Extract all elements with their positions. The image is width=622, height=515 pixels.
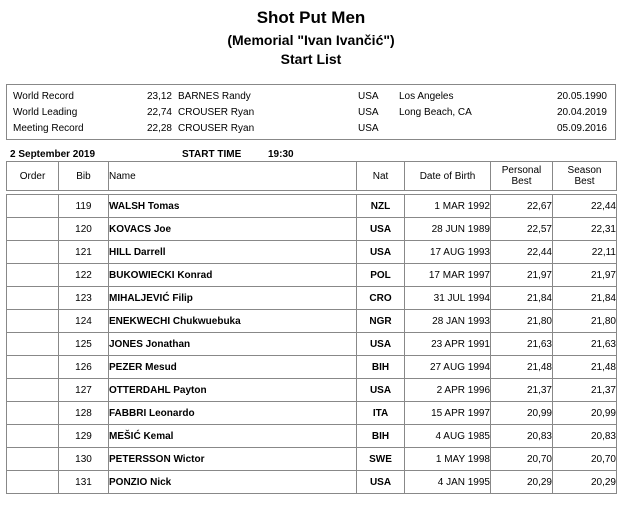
record-nat: USA (358, 107, 379, 118)
record-nat: USA (358, 123, 379, 134)
date-of-birth: 1 MAR 1992 (405, 195, 491, 218)
athlete-name: BUKOWIECKI Konrad (109, 264, 357, 287)
order-cell (7, 356, 59, 379)
personal-best: 21,63 (491, 333, 553, 356)
nationality: BIH (357, 425, 405, 448)
season-best: 21,84 (553, 287, 617, 310)
start-time-label: START TIME (182, 149, 242, 160)
bib-cell: 125 (59, 333, 109, 356)
record-label: World Record (13, 91, 74, 102)
athlete-name: HILL Darrell (109, 241, 357, 264)
table-row (7, 379, 617, 402)
season-best: 21,48 (553, 356, 617, 379)
nationality: CRO (357, 287, 405, 310)
table-row (7, 218, 617, 241)
athlete-name: MEŠIĆ Kemal (109, 425, 357, 448)
table-row (7, 471, 617, 494)
athlete-name: JONES Jonathan (109, 333, 357, 356)
season-best: 21,63 (553, 333, 617, 356)
table-row (7, 264, 617, 287)
col-bib: Bib (59, 162, 109, 191)
col-nat: Nat (357, 162, 405, 191)
record-mark: 23,12 (146, 91, 172, 102)
record-holder: CROUSER Ryan (178, 123, 255, 134)
bib-cell: 131 (59, 471, 109, 494)
list-type: Start List (280, 51, 342, 67)
date-of-birth: 4 JAN 1995 (405, 471, 491, 494)
season-best: 20,83 (553, 425, 617, 448)
record-venue: Los Angeles (399, 91, 454, 102)
personal-best: 22,57 (491, 218, 553, 241)
athlete-name: PONZIO Nick (109, 471, 357, 494)
col-order: Order (7, 162, 59, 191)
date-of-birth: 27 AUG 1994 (405, 356, 491, 379)
season-best: 20,29 (553, 471, 617, 494)
order-cell (7, 471, 59, 494)
athlete-name: KOVACS Joe (109, 218, 357, 241)
event-meta (0, 148, 622, 162)
bib-cell: 124 (59, 310, 109, 333)
date-of-birth: 15 APR 1997 (405, 402, 491, 425)
order-cell (7, 195, 59, 218)
personal-best: 21,37 (491, 379, 553, 402)
order-cell (7, 448, 59, 471)
bib-cell: 128 (59, 402, 109, 425)
personal-best: 20,29 (491, 471, 553, 494)
personal-best: 21,97 (491, 264, 553, 287)
athlete-name: WALSH Tomas (109, 195, 357, 218)
col-season-best: Season Best (553, 162, 617, 191)
date-of-birth: 17 AUG 1993 (405, 241, 491, 264)
record-row (7, 105, 615, 121)
record-label: World Leading (13, 107, 78, 118)
personal-best: 21,84 (491, 287, 553, 310)
date-of-birth: 17 MAR 1997 (405, 264, 491, 287)
order-cell (7, 264, 59, 287)
table-row (7, 241, 617, 264)
season-best: 20,99 (553, 402, 617, 425)
athlete-name: MIHALJEVIĆ Filip (109, 287, 357, 310)
athlete-name: FABBRI Leonardo (109, 402, 357, 425)
table-row (7, 287, 617, 310)
record-nat: USA (358, 91, 379, 102)
personal-best: 21,80 (491, 310, 553, 333)
page-subtitle: (Memorial "Ivan Ivančić") (227, 32, 395, 48)
nationality: USA (357, 471, 405, 494)
table-row (7, 310, 617, 333)
records-box (6, 84, 616, 140)
nationality: USA (357, 241, 405, 264)
table-row (7, 425, 617, 448)
date-of-birth: 4 AUG 1985 (405, 425, 491, 448)
start-list-table (6, 161, 617, 494)
personal-best: 21,48 (491, 356, 553, 379)
nationality: USA (357, 218, 405, 241)
table-header-row (7, 162, 617, 191)
nationality: POL (357, 264, 405, 287)
record-date: 20.05.1990 (556, 91, 607, 102)
col-personal-best: Personal Best (491, 162, 553, 191)
record-holder: CROUSER Ryan (178, 107, 255, 118)
bib-cell: 126 (59, 356, 109, 379)
season-best: 21,97 (553, 264, 617, 287)
record-label: Meeting Record (13, 123, 84, 134)
season-best: 21,37 (553, 379, 617, 402)
season-best: 22,44 (553, 195, 617, 218)
athlete-name: ENEKWECHI Chukwuebuka (109, 310, 357, 333)
order-cell (7, 287, 59, 310)
bib-cell: 120 (59, 218, 109, 241)
nationality: USA (357, 379, 405, 402)
order-cell (7, 379, 59, 402)
order-cell (7, 310, 59, 333)
date-of-birth: 28 JAN 1993 (405, 310, 491, 333)
nationality: USA (357, 333, 405, 356)
record-mark: 22,74 (146, 107, 172, 118)
record-row (7, 121, 615, 137)
bib-cell: 130 (59, 448, 109, 471)
page-title: Shot Put Men (256, 8, 366, 27)
season-best: 21,80 (553, 310, 617, 333)
record-date: 05.09.2016 (556, 123, 607, 134)
record-venue: Long Beach, CA (399, 107, 472, 118)
bib-cell: 127 (59, 379, 109, 402)
record-date: 20.04.2019 (556, 107, 607, 118)
bib-cell: 119 (59, 195, 109, 218)
table-row (7, 333, 617, 356)
table-row (7, 195, 617, 218)
start-time: 19:30 (268, 149, 294, 160)
col-dob: Date of Birth (405, 162, 491, 191)
table-row (7, 402, 617, 425)
season-best: 22,31 (553, 218, 617, 241)
personal-best: 20,99 (491, 402, 553, 425)
bib-cell: 129 (59, 425, 109, 448)
athlete-name: PEZER Mesud (109, 356, 357, 379)
bib-cell: 123 (59, 287, 109, 310)
nationality: SWE (357, 448, 405, 471)
event-date: 2 September 2019 (10, 149, 96, 160)
personal-best: 22,67 (491, 195, 553, 218)
table-row (7, 448, 617, 471)
nationality: NZL (357, 195, 405, 218)
athlete-name: PETERSSON Wictor (109, 448, 357, 471)
order-cell (7, 241, 59, 264)
bib-cell: 122 (59, 264, 109, 287)
table-row (7, 356, 617, 379)
nationality: NGR (357, 310, 405, 333)
date-of-birth: 2 APR 1996 (405, 379, 491, 402)
athlete-name: OTTERDAHL Payton (109, 379, 357, 402)
nationality: ITA (357, 402, 405, 425)
order-cell (7, 425, 59, 448)
personal-best: 20,83 (491, 425, 553, 448)
date-of-birth: 1 MAY 1998 (405, 448, 491, 471)
bib-cell: 121 (59, 241, 109, 264)
record-row (7, 89, 615, 105)
col-name: Name (109, 162, 357, 191)
date-of-birth: 28 JUN 1989 (405, 218, 491, 241)
order-cell (7, 402, 59, 425)
record-mark: 22,28 (146, 123, 172, 134)
personal-best: 22,44 (491, 241, 553, 264)
date-of-birth: 31 JUL 1994 (405, 287, 491, 310)
season-best: 20,70 (553, 448, 617, 471)
order-cell (7, 218, 59, 241)
date-of-birth: 23 APR 1991 (405, 333, 491, 356)
personal-best: 20,70 (491, 448, 553, 471)
record-holder: BARNES Randy (178, 91, 251, 102)
order-cell (7, 333, 59, 356)
nationality: BIH (357, 356, 405, 379)
season-best: 22,11 (553, 241, 617, 264)
